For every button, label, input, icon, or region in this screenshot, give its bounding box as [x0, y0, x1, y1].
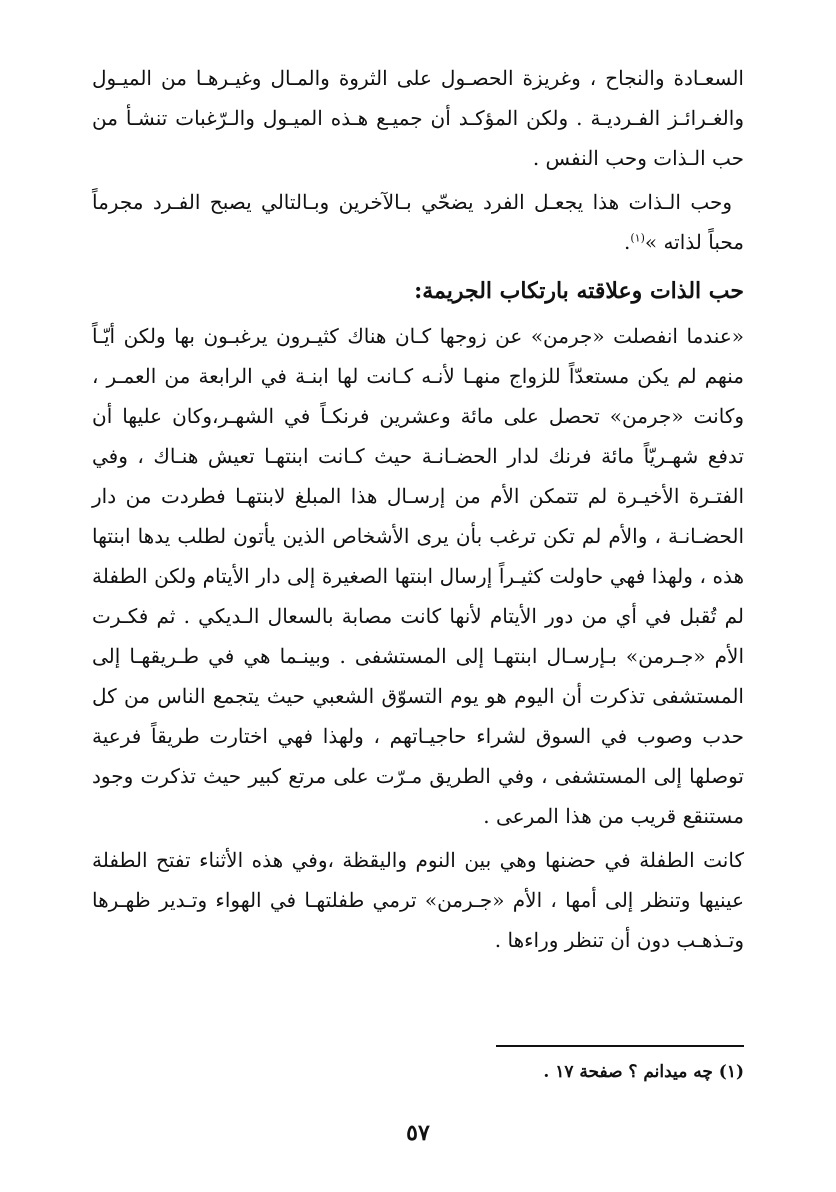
page-body — [92, 58, 744, 960]
paragraph-story: «عندما انفصلت «جرمن» عن زوجها كـان هناك كثيـرون يرغبـون بها ولكن أيّـاً منهم لم يكن مستعدّاً للزواج منهـا لأنـه كـانت لها ابنـة في الرابعة من العمـر ، وكانت «جرمن» تحصل على مائة وعشرين فرنكـاً في الشهـر،وكان عليها أن تدفع شهـريّاً مائة فرنك لدار الحضـانـة حيث كـانت ابنتهـا تعيش هنـاك ، وفي الفتـرة الأخيـرة لم تتمكن الأم من إرسـال هذا المبلغ لابنتهـا فطردت من دار الحضـانـة ، والأم لم تكن ترغب بأن يرى الأشخاص الذين يأتون لطلب يدها ابنتها هذه ، ولهذا فهي حاولت كثيـراً إرسال ابنتها الصغيرة إلى دار الأيتام ولكن الطفلة لم تُقبل في أي من دور الأيتام لأنها كانت مصابة بالسعال الـديكي . ثم فكـرت الأم «جـرمن» بـإرسـال ابنتهـا إلى المستشفى . وبينـما هي في طـريقهـا إلى المستشفى تذكرت أن اليوم هو يوم التسوّق الشعبي حيث يتجمع الناس من كل حدب وصوب في السوق لشراء حاجيـاتهم ، ولهذا فهي اختارت طريقاً فرعية توصلها إلى المستشفى ، وفي الطريق مـرّت على مرتع كبير حيث تذكرت وجود مستنقع قريب من هذا المرعى . — [92, 324, 744, 828]
section-heading: حب الذات وعلاقته بارتكاب الجريمة: — [414, 278, 744, 304]
paragraph-intro: السعـادة والنجاح ، وغريزة الحصـول على الثروة والمـال وغيـرهـا من الميـول والغـرائـز الفـرديـة . ولكن المؤكـد أن جميـع هـذه الميـول والـرّغبات تنشـأ من حب الـذات وحب النفس . — [92, 66, 744, 170]
footnote-divider — [496, 1045, 744, 1047]
footnote: (١) چه ميدانم ؟ صفحة ١٧ . — [543, 1062, 744, 1082]
footnote-reference: (١) — [630, 231, 645, 245]
page-number: ٥٧ — [406, 1120, 430, 1146]
paragraph-self-love — [92, 182, 744, 262]
paragraph-ending: كانت الطفلة في حضنها وهي بين النوم واليقظة ،وفي هذه الأثناء تفتح الطفلة عينيها وتنظر إلى أمها ، الأم «جـرمن» ترمي طفلتهـا في الهواء وتـدير ظهـرها وتـذهـب دون أن تنظر وراءها . — [92, 848, 744, 952]
paragraph-self-love-text: وحب الـذات هذا يجعـل الفرد يضحّي بـالآخرين وبـالتالي يصبح الفـرد مجرماً محباً لذاته » — [92, 190, 744, 254]
paragraph-self-love-end: . — [623, 230, 631, 254]
